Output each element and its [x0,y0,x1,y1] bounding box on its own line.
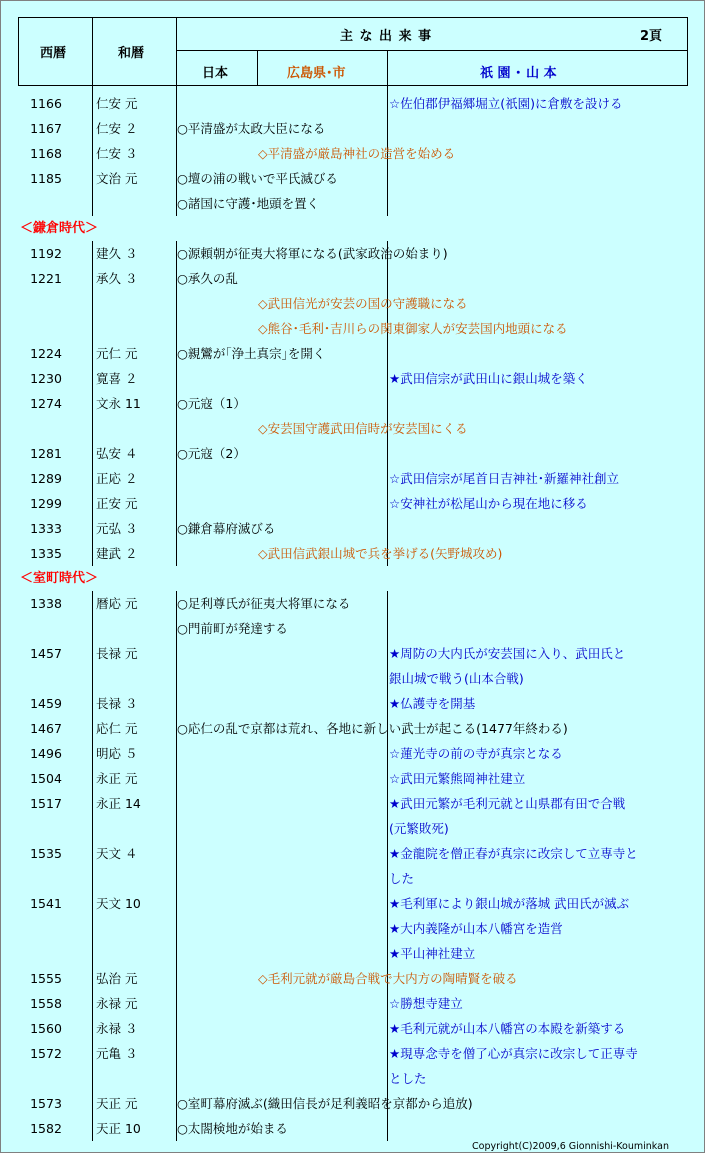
header-page-number: 2頁 [640,29,663,44]
wareki-cell: 正安 元 [96,496,138,511]
gion-event: ☆武田元繁熊岡神社建立 [389,771,526,786]
gion-event: ☆佐伯郡伊福郷堀立(祇園)に倉敷を設ける [389,96,623,111]
timeline-row [0,266,705,291]
nihon-event: ○応仁の乱で京都は荒れ、各地に新しい武士が起こる(1477年終わる) [177,721,568,736]
hiroshima-event: ◇熊谷･毛利･吉川らの関東御家人が安芸国内地頭になる [258,321,568,336]
timeline-row [0,1066,705,1091]
year-cell: 1517 [30,796,62,811]
gion-event: した [389,871,415,886]
year-cell: 1167 [30,121,62,136]
timeline-row [0,291,705,316]
gion-event: ★周防の大内氏が安芸国に入り、武田氏と [389,646,626,661]
timeline-row [0,716,705,741]
year-cell: 1582 [30,1121,62,1136]
timeline-row [0,1016,705,1041]
timeline-row [0,391,705,416]
nihon-event: ○太閤検地が始まる [177,1121,288,1136]
wareki-cell: 長禄 ３ [96,696,138,711]
gion-event: ☆武田信宗が尾首日吉神社･新羅神社創立 [389,471,619,486]
hiroshima-event: ◇平清盛が厳島神社の造営を始める [258,146,456,161]
timeline-row [0,666,705,691]
gion-event: ★平山神社建立 [389,946,476,961]
header-seireki: 西暦 [40,46,67,61]
timeline-row [0,1091,705,1116]
timeline-row [0,341,705,366]
timeline-row [0,841,705,866]
timeline-row [0,991,705,1016]
gion-event: ☆勝想寺建立 [389,996,463,1011]
header-right-border [687,17,688,86]
wareki-cell: 文治 元 [96,171,138,186]
timeline-row [0,641,705,666]
era-section-title: ＜鎌倉時代＞ [20,221,99,236]
year-cell: 1541 [30,896,62,911]
gion-event: (元繁敗死) [389,821,449,836]
year-cell: 1504 [30,771,62,786]
wareki-cell: 寛喜 ２ [96,371,138,386]
timeline-row [0,966,705,991]
wareki-cell: 元仁 元 [96,346,138,361]
nihon-event: ○室町幕府滅ぶ(織田信長が足利義昭を京都から追放) [177,1096,473,1111]
header-col-hiroshima: 広島県･市 [287,66,346,81]
nihon-event: ○壇の浦の戦いで平氏滅びる [177,171,338,186]
timeline-row [0,791,705,816]
year-cell: 1166 [30,96,62,111]
hiroshima-event: ◇武田信武銀山城で兵を挙げる(矢野城攻め) [258,546,503,561]
wareki-cell: 元亀 ３ [96,1046,138,1061]
nihon-event: ○諸国に守護･地頭を置く [177,196,320,211]
gion-event: ★毛利元就が山本八幡宮の本殿を新築する [389,1021,626,1036]
header-mid-border [176,50,688,51]
timeline-row [0,516,705,541]
wareki-cell: 暦応 元 [96,596,138,611]
timeline-row [0,166,705,191]
year-cell: 1338 [30,596,62,611]
nihon-event: ○門前町が発達する [177,621,288,636]
hiroshima-event: ◇毛利元就が厳島合戦で大内方の陶晴賢を破る [258,971,518,986]
nihon-event: ○承久の乱 [177,271,238,286]
year-cell: 1558 [30,996,62,1011]
year-cell: 1573 [30,1096,62,1111]
timeline-row [0,1116,705,1141]
year-cell: 1555 [30,971,62,986]
year-cell: 1335 [30,546,62,561]
wareki-cell: 永禄 元 [96,996,138,1011]
timeline-row [0,416,705,441]
year-cell: 1496 [30,746,62,761]
timeline-row [0,816,705,841]
year-cell: 1535 [30,846,62,861]
year-cell: 1224 [30,346,62,361]
timeline-row [0,366,705,391]
timeline-row [0,891,705,916]
header-div-2 [176,17,177,86]
timeline-row [0,91,705,116]
timeline-row [0,691,705,716]
header-col-nihon: 日本 [202,66,229,81]
wareki-cell: 天文 ４ [96,846,138,861]
year-cell: 1289 [30,471,62,486]
copyright: Copyright(C)2009,6 Gionnishi-Kouminkan [472,1141,669,1152]
timeline-row [0,441,705,466]
timeline-row [0,1041,705,1066]
gion-event: ★武田信宗が武田山に銀山城を築く [389,371,588,386]
year-cell: 1457 [30,646,62,661]
wareki-cell: 永正 14 [96,796,141,811]
wareki-cell: 永禄 ３ [96,1021,138,1036]
timeline-row [0,316,705,341]
gion-event: ★毛利軍により銀山城が落城 武田氏が滅ぶ [389,896,630,911]
gion-event: ☆蓮光寺の前の寺が真宗となる [389,746,563,761]
wareki-cell: 承久 ３ [96,271,138,286]
wareki-cell: 長禄 元 [96,646,138,661]
year-cell: 1274 [30,396,62,411]
wareki-cell: 仁安 ２ [96,121,138,136]
year-cell: 1572 [30,1046,62,1061]
timeline-row [0,766,705,791]
timeline-row [0,116,705,141]
header-top-border [18,17,688,18]
wareki-cell: 文永 11 [96,396,141,411]
header-main-events: 主 な 出 来 事 [340,29,433,44]
timeline-row [0,541,705,566]
wareki-cell: 天正 元 [96,1096,138,1111]
year-cell: 1230 [30,371,62,386]
header-div-4 [387,50,388,86]
timeline-row [0,241,705,266]
gion-event: ☆安神社が松尾山から現在地に移る [389,496,588,511]
wareki-cell: 建武 ２ [96,546,138,561]
header-wareki: 和暦 [118,46,145,61]
year-cell: 1221 [30,271,62,286]
year-cell: 1333 [30,521,62,536]
nihon-event: ○親鸞が｢浄土真宗｣を開く [177,346,326,361]
wareki-cell: 弘治 元 [96,971,138,986]
timeline-row [0,466,705,491]
era-section-title: ＜室町時代＞ [20,571,99,586]
wareki-cell: 応仁 元 [96,721,138,736]
year-cell: 1168 [30,146,62,161]
nihon-event: ○平清盛が太政大臣になる [177,121,326,136]
wareki-cell: 天文 10 [96,896,141,911]
timeline-row [0,141,705,166]
timeline-row [0,916,705,941]
year-cell: 1560 [30,1021,62,1036]
year-cell: 1281 [30,446,62,461]
nihon-event: ○元寇（1） [177,396,246,411]
timeline-row [0,591,705,616]
gion-event: とした [389,1071,427,1086]
gion-event: ★金龍院を僧正春が真宗に改宗して立専寺と [389,846,638,861]
timeline-row [0,741,705,766]
wareki-cell: 仁安 ３ [96,146,138,161]
nihon-event: ○源頼朝が征夷大将軍になる(武家政治の始まり) [177,246,448,261]
header-div-1 [92,17,93,86]
nihon-event: ○元寇（2） [177,446,246,461]
hiroshima-event: ◇武田信光が安芸の国の守護職になる [258,296,468,311]
hiroshima-event: ◇安芸国守護武田信時が安芸国にくる [258,421,468,436]
wareki-cell: 正応 ２ [96,471,138,486]
gion-event: ★仏護寺を開基 [389,696,476,711]
gion-event: ★大内義隆が山本八幡宮を造営 [389,921,563,936]
year-cell: 1185 [30,171,62,186]
year-cell: 1192 [30,246,62,261]
timeline-row [0,491,705,516]
gion-event: ★現専念寺を僧了心が真宗に改宗して正専寺 [389,1046,638,1061]
wareki-cell: 永正 元 [96,771,138,786]
year-cell: 1467 [30,721,62,736]
timeline-row [0,616,705,641]
year-cell: 1299 [30,496,62,511]
header-bottom-border [18,85,688,86]
header-col-gion: 祇 園 ･ 山 本 [480,66,557,81]
timeline-row [0,866,705,891]
header-div-3 [257,50,258,86]
timeline-row [0,191,705,216]
nihon-event: ○鎌倉幕府滅びる [177,521,276,536]
wareki-cell: 弘安 ４ [96,446,138,461]
gion-event: 銀山城で戦う(山本合戦) [389,671,524,686]
nihon-event: ○足利尊氏が征夷大将軍になる [177,596,351,611]
wareki-cell: 仁安 元 [96,96,138,111]
wareki-cell: 明応 ５ [96,746,138,761]
gion-event: ★武田元繁が毛利元就と山県郡有田で合戦 [389,796,626,811]
wareki-cell: 天正 10 [96,1121,141,1136]
wareki-cell: 元弘 ３ [96,521,138,536]
wareki-cell: 建久 ３ [96,246,138,261]
header-left-border [18,17,19,86]
year-cell: 1459 [30,696,62,711]
timeline-row [0,941,705,966]
